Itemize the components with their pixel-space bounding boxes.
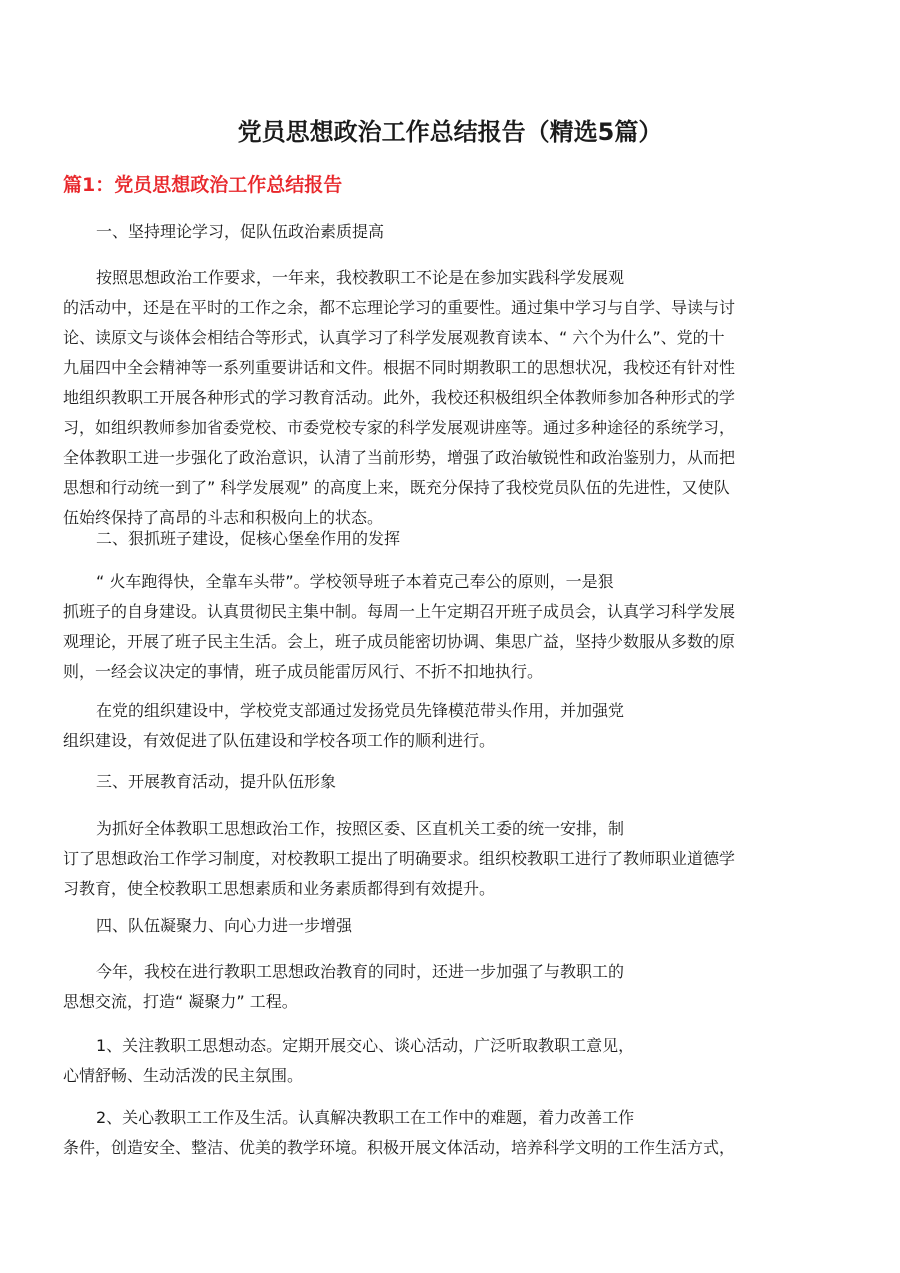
paragraph-line: 按照思想政治工作要求，一年来，我校教职工不论是在参加实践科学发展观 xyxy=(96,268,625,287)
paragraph-line: 思想交流，打造“ 凝聚力” 工程。 xyxy=(63,992,298,1011)
paragraph-line: 习，如组织教师参加省委党校、市委党校专家的科学发展观讲座等。通过多种途径的系统学习， xyxy=(63,418,736,437)
paragraph-line: 全体教职工进一步强化了政治意识，认清了当前形势，增强了政治敏锐性和政治鉴别力，从而把 xyxy=(63,448,736,467)
document-title: 党员思想政治工作总结报告（精选5篇） xyxy=(237,118,663,146)
paragraph-5 xyxy=(63,957,835,1017)
paragraph-line: 九届四中全会精神等一系列重要讲话和文件。根据不同时期教职工的思想状况，我校还有针对性 xyxy=(63,358,736,377)
paragraph-7 xyxy=(63,1103,835,1163)
article-subtitle: 篇1：党员思想政治工作总结报告 xyxy=(63,174,343,196)
paragraph-line: 抓班子的自身建设。认真贯彻民主集中制。每周一上午定期召开班子成员会，认真学习科学发展 xyxy=(63,602,736,621)
paragraph-line: 1、关注教职工思想动态。定期开展交心、谈心活动，广泛听取教职工意见， xyxy=(96,1036,635,1055)
section-heading-4: 四、队伍凝聚力、向心力进一步增强 xyxy=(96,916,353,935)
paragraph-line: 组织建设，有效促进了队伍建设和学校各项工作的顺利进行。 xyxy=(63,731,496,750)
paragraph-line: 思想和行动统一到了” 科学发展观” 的高度上来，既充分保持了我校党员队伍的先进性，又使队 xyxy=(63,478,730,497)
section-heading-2: 二、狠抓班子建设，促核心堡垒作用的发挥 xyxy=(96,529,401,548)
paragraph-3 xyxy=(63,696,835,756)
paragraph-line: 地组织教职工开展各种形式的学习教育活动。此外，我校还积极组织全体教师参加各种形式的学 xyxy=(63,388,736,407)
paragraph-line: 订了思想政治工作学习制度，对校教职工提出了明确要求。组织校教职工进行了教师职业道德学 xyxy=(63,849,736,868)
paragraph-line: 论、读原文与谈体会相结合等形式，认真学习了科学发展观教育读本、“ 六个为什么”、党的十 xyxy=(63,328,725,347)
section-heading-3: 三、开展教育活动，提升队伍形象 xyxy=(96,772,337,791)
paragraph-2 xyxy=(63,567,835,687)
paragraph-4 xyxy=(63,814,835,904)
paragraph-line: 则，一经会议决定的事情，班子成员能雷厉风行、不折不扣地执行。 xyxy=(63,662,544,681)
paragraph-line: 习教育，使全校教职工思想素质和业务素质都得到有效提升。 xyxy=(63,879,496,898)
paragraph-line: “ 火车跑得快，全靠车头带”。学校领导班子本着克己奉公的原则，一是狠 xyxy=(96,572,614,591)
paragraph-line: 心情舒畅、生动活泼的民主氛围。 xyxy=(63,1066,304,1085)
paragraph-line: 在党的组织建设中，学校党支部通过发扬党员先锋模范带头作用，并加强党 xyxy=(96,701,625,720)
paragraph-line: 今年，我校在进行教职工思想政治教育的同时，还进一步加强了与教职工的 xyxy=(96,962,625,981)
paragraph-line: 条件，创造安全、整洁、优美的教学环境。积极开展文体活动，培养科学文明的工作生活方式， xyxy=(63,1138,736,1157)
paragraph-line: 的活动中，还是在平时的工作之余，都不忘理论学习的重要性。通过集中学习与自学、导读与讨 xyxy=(63,298,736,317)
paragraph-line: 观理论，开展了班子民主生活。会上，班子成员能密切协调、集思广益，坚持少数服从多数的原 xyxy=(63,632,736,651)
paragraph-6 xyxy=(63,1031,835,1091)
section-heading-1: 一、坚持理论学习，促队伍政治素质提高 xyxy=(96,222,385,241)
paragraph-line: 伍始终保持了高昂的斗志和积极向上的状态。 xyxy=(63,508,384,527)
paragraph-line: 为抓好全体教职工思想政治工作，按照区委、区直机关工委的统一安排，制 xyxy=(96,819,625,838)
paragraph-line: 2、关心教职工工作及生活。认真解决教职工在工作中的难题，着力改善工作 xyxy=(96,1108,635,1127)
paragraph-1 xyxy=(63,263,835,533)
